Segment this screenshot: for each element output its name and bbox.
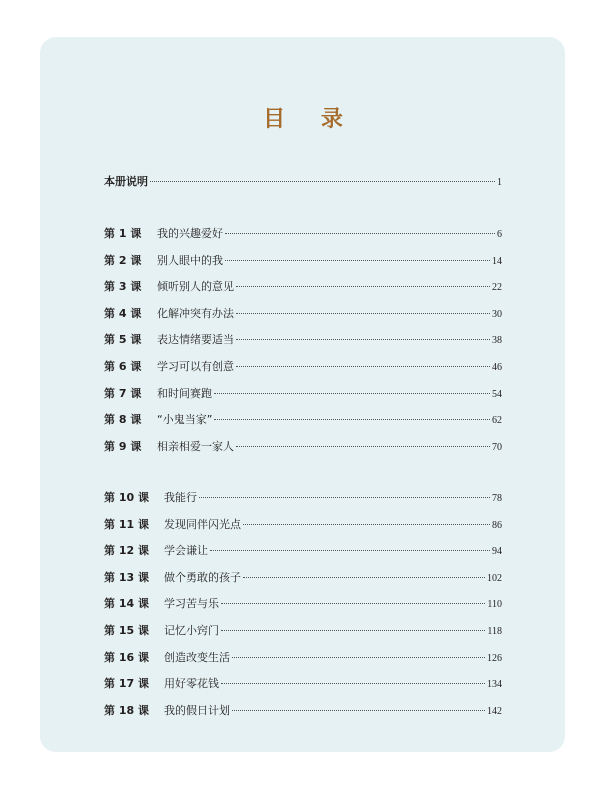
dot-leader bbox=[214, 393, 490, 394]
toc-entry[interactable] bbox=[104, 413, 502, 440]
dot-leader bbox=[221, 603, 485, 604]
lesson-title: 我能行 bbox=[164, 491, 197, 504]
lesson-number: 第 12 课 bbox=[104, 544, 149, 558]
lesson-number: 第 7 课 bbox=[104, 386, 142, 400]
toc-entry[interactable] bbox=[104, 518, 502, 545]
dot-leader bbox=[210, 550, 490, 551]
toc-entry[interactable] bbox=[104, 677, 502, 704]
toc-entry[interactable] bbox=[104, 387, 502, 414]
toc-entry[interactable] bbox=[104, 254, 502, 281]
toc-entry[interactable] bbox=[104, 597, 502, 624]
lesson-number: 第 9 课 bbox=[104, 439, 142, 453]
lesson-number: 第 10 课 bbox=[104, 491, 149, 504]
dot-leader bbox=[243, 524, 490, 525]
dot-leader bbox=[236, 339, 490, 340]
page-number: 94 bbox=[492, 546, 502, 558]
toc-entry[interactable] bbox=[104, 704, 502, 731]
page-title: 目 录 bbox=[263, 107, 357, 132]
dot-leader bbox=[225, 233, 495, 234]
lesson-number: 第 13 课 bbox=[104, 570, 149, 584]
lesson-title: 倾听别人的意见 bbox=[157, 280, 234, 294]
lesson-title: 我的假日计划 bbox=[164, 703, 230, 717]
dot-leader bbox=[214, 419, 490, 420]
lesson-title: 发现同伴闪光点 bbox=[164, 517, 241, 531]
lesson-title: 别人眼中的我 bbox=[157, 253, 223, 267]
toc-entry[interactable] bbox=[104, 651, 502, 678]
lesson-title: 学习可以有创意 bbox=[157, 359, 234, 373]
lesson-title: 用好零花钱 bbox=[164, 677, 219, 691]
toc-intro bbox=[104, 175, 502, 189]
toc-entry[interactable] bbox=[104, 227, 502, 254]
toc-entry-intro[interactable] bbox=[104, 175, 502, 189]
page-number: 102 bbox=[487, 572, 502, 584]
dot-leader bbox=[232, 657, 485, 658]
page-number: 142 bbox=[487, 705, 502, 717]
dot-leader bbox=[221, 683, 485, 684]
lesson-title: 创造改变生活 bbox=[164, 650, 230, 664]
lesson-title: 和时间赛跑 bbox=[157, 386, 212, 400]
toc-entry-page: 1 bbox=[497, 177, 502, 188]
page-number: 62 bbox=[492, 415, 502, 427]
toc-entry-label: 本册说明 bbox=[104, 175, 148, 188]
toc-group-2 bbox=[104, 491, 502, 730]
toc-entry[interactable] bbox=[104, 333, 502, 360]
lesson-title: 做个勇敢的孩子 bbox=[164, 570, 241, 584]
lesson-title: 化解冲突有办法 bbox=[157, 306, 234, 320]
dot-leader bbox=[236, 313, 490, 314]
lesson-title: 记忆小窍门 bbox=[164, 623, 219, 637]
page-number: 70 bbox=[492, 441, 502, 453]
lesson-number: 第 8 课 bbox=[104, 413, 142, 427]
page-number: 6 bbox=[497, 229, 502, 240]
dot-leader bbox=[150, 181, 495, 182]
lesson-number: 第 16 课 bbox=[104, 650, 149, 664]
page-number: 54 bbox=[492, 388, 502, 400]
toc-group-1 bbox=[104, 227, 502, 466]
page-number: 134 bbox=[487, 679, 502, 691]
lesson-number: 第 1 课 bbox=[104, 227, 142, 240]
toc-entry[interactable] bbox=[104, 624, 502, 651]
lesson-title: 我的兴趣爱好 bbox=[157, 227, 223, 240]
toc-entry[interactable] bbox=[104, 440, 502, 467]
lesson-title: 相亲相爱一家人 bbox=[157, 439, 234, 453]
toc-entry[interactable] bbox=[104, 571, 502, 598]
lesson-number: 第 5 课 bbox=[104, 333, 142, 347]
dot-leader bbox=[243, 577, 485, 578]
toc-entry[interactable] bbox=[104, 280, 502, 307]
lesson-number: 第 3 课 bbox=[104, 280, 142, 294]
lesson-number: 第 15 课 bbox=[104, 623, 149, 637]
dot-leader bbox=[221, 630, 485, 631]
toc-entry[interactable] bbox=[104, 544, 502, 571]
page-number: 46 bbox=[492, 361, 502, 373]
lesson-title: “小鬼当家” bbox=[157, 413, 213, 427]
lesson-title: 表达情绪要适当 bbox=[157, 333, 234, 347]
page-number: 38 bbox=[492, 335, 502, 347]
toc-entry[interactable] bbox=[104, 491, 502, 518]
dot-leader bbox=[199, 497, 490, 498]
lesson-number: 第 18 课 bbox=[104, 703, 149, 717]
lesson-number: 第 2 课 bbox=[104, 253, 142, 267]
page-number: 78 bbox=[492, 493, 502, 504]
lesson-number: 第 6 课 bbox=[104, 359, 142, 373]
dot-leader bbox=[236, 366, 490, 367]
dot-leader bbox=[236, 446, 490, 447]
lesson-number: 第 4 课 bbox=[104, 306, 142, 320]
page-number: 118 bbox=[487, 625, 502, 637]
dot-leader bbox=[232, 710, 485, 711]
dot-leader bbox=[225, 260, 490, 261]
page-number: 110 bbox=[487, 599, 502, 611]
dot-leader bbox=[236, 286, 490, 287]
page-number: 86 bbox=[492, 519, 502, 531]
page-number: 14 bbox=[492, 255, 502, 267]
page-number: 22 bbox=[492, 282, 502, 294]
toc-entry[interactable] bbox=[104, 360, 502, 387]
lesson-number: 第 11 课 bbox=[104, 517, 149, 531]
lesson-number: 第 17 课 bbox=[104, 677, 149, 691]
toc-entry[interactable] bbox=[104, 307, 502, 334]
lesson-title: 学会谦让 bbox=[164, 544, 208, 558]
page-number: 126 bbox=[487, 652, 502, 664]
page-number: 30 bbox=[492, 308, 502, 320]
lesson-title: 学习苦与乐 bbox=[164, 597, 219, 611]
lesson-number: 第 14 课 bbox=[104, 597, 149, 611]
